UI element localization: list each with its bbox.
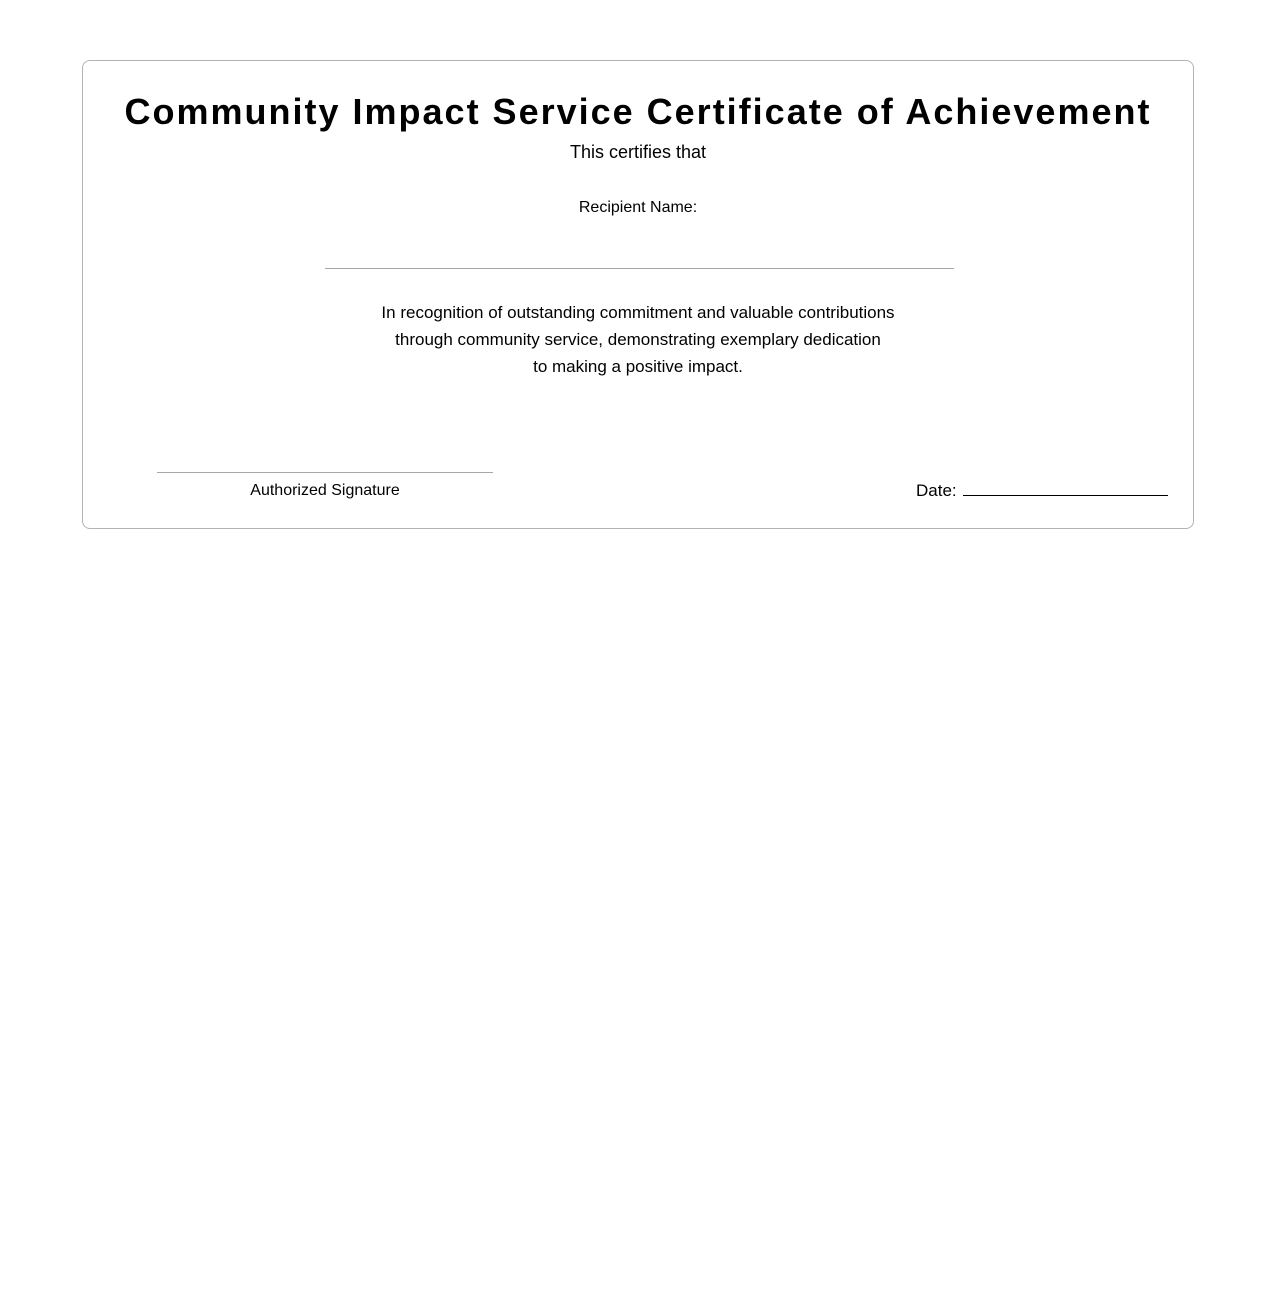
- recognition-line-2: through community service, demonstrating exemplary dedication: [395, 330, 881, 349]
- date-blank-line[interactable]: [963, 479, 1168, 496]
- certifies-text: This certifies that: [569, 142, 707, 162]
- signature-label: Authorized Signature: [250, 482, 400, 499]
- recognition-line-1: In recognition of outstanding commitment and valuable contributions: [381, 303, 895, 322]
- certificate-card: [82, 60, 1194, 529]
- date-field: [916, 479, 1168, 501]
- recipient-name-label: Recipient Name:: [578, 199, 698, 216]
- signature-line[interactable]: [157, 472, 493, 473]
- recipient-name-line[interactable]: [325, 268, 954, 269]
- recognition-line-3: to making a positive impact.: [533, 357, 743, 376]
- certificate-title: Community Impact Service Certificate of Achievement: [124, 91, 1152, 132]
- date-label: Date:: [916, 481, 957, 500]
- recognition-text: [83, 299, 1193, 380]
